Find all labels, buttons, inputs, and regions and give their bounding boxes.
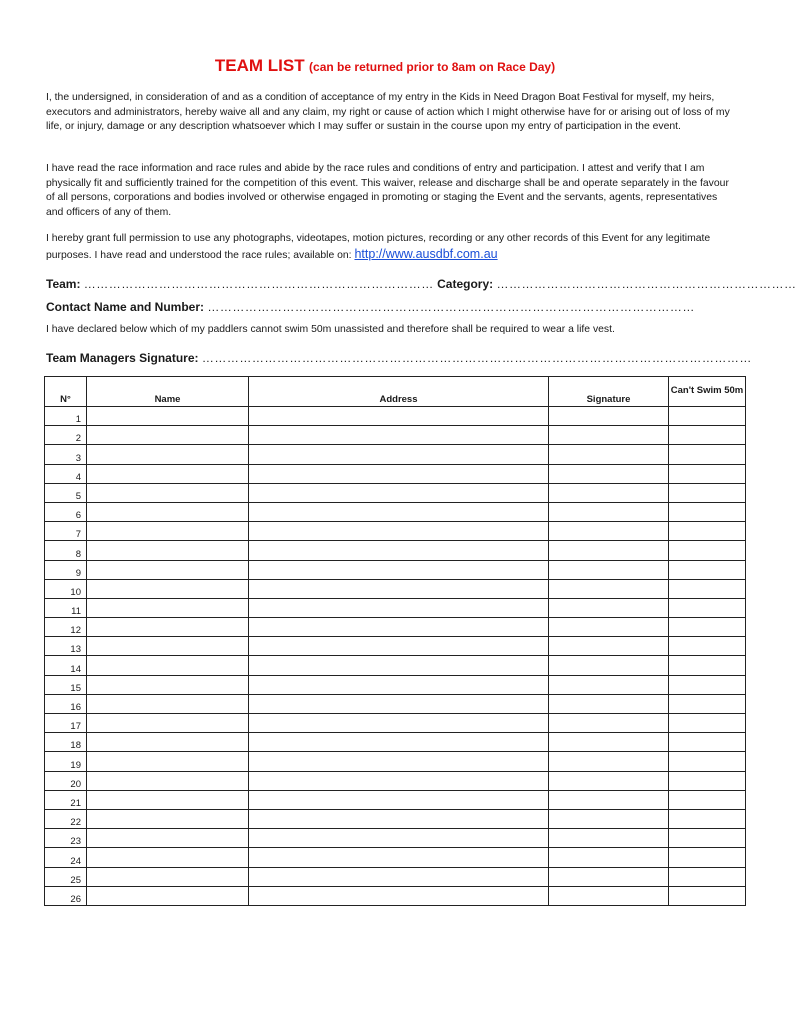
table-row [45, 771, 746, 790]
signature-cell[interactable] [549, 426, 669, 445]
name-cell[interactable] [87, 522, 249, 541]
signature-cell[interactable] [549, 675, 669, 694]
cant-swim-cell[interactable] [669, 445, 746, 464]
address-cell[interactable] [249, 656, 549, 675]
row-number: 22 [45, 809, 87, 828]
signature-cell[interactable] [549, 848, 669, 867]
address-cell[interactable] [249, 848, 549, 867]
row-number: 3 [45, 445, 87, 464]
table-row [45, 694, 746, 713]
table-row [45, 407, 746, 426]
table-row [45, 714, 746, 733]
category-label: Category: [437, 277, 494, 291]
name-cell[interactable] [87, 502, 249, 521]
row-number: 18 [45, 733, 87, 752]
signature-cell[interactable] [549, 867, 669, 886]
row-number: 5 [45, 483, 87, 502]
race-rules-link[interactable]: http://www.ausdbf.com.au [354, 246, 498, 261]
signature-field[interactable]: …………………………………………………………………………………………………………………… [201, 351, 752, 365]
table-row [45, 656, 746, 675]
signature-label: Team Managers Signature: [46, 351, 199, 365]
table-row [45, 809, 746, 828]
address-cell[interactable] [249, 637, 549, 656]
team-label: Team: [46, 277, 81, 291]
signature-cell[interactable] [549, 829, 669, 848]
waiver-paragraph: I, the undersigned, in consideration of and as a condition of acceptance of my entry in the Kids in Need Dragon Boat Festival for myself, my heirs, executors and administrators, hereby waive all and any claim, my right or cause of action which I might otherwise have for or arising out of loss of my life, or injury, damage or any description whatsoever which I may suffer or sustain in the course upon my entry of participation in the event. [46, 92, 730, 132]
name-cell[interactable] [87, 848, 249, 867]
signature-cell[interactable] [549, 714, 669, 733]
address-cell[interactable] [249, 502, 549, 521]
name-cell[interactable] [87, 867, 249, 886]
signature-cell[interactable] [549, 541, 669, 560]
header-name: Name [87, 377, 249, 407]
signature-cell[interactable] [549, 445, 669, 464]
row-number: 20 [45, 771, 87, 790]
table-row [45, 541, 746, 560]
name-cell[interactable] [87, 675, 249, 694]
row-number: 8 [45, 541, 87, 560]
name-cell[interactable] [87, 771, 249, 790]
table-row [45, 637, 746, 656]
cant-swim-cell[interactable] [669, 598, 746, 617]
row-number: 6 [45, 502, 87, 521]
signature-cell[interactable] [549, 522, 669, 541]
cant-swim-cell[interactable] [669, 656, 746, 675]
table-row [45, 483, 746, 502]
row-number: 19 [45, 752, 87, 771]
signature-cell[interactable] [549, 886, 669, 905]
signature-cell[interactable] [549, 637, 669, 656]
name-cell[interactable] [87, 426, 249, 445]
table-row [45, 867, 746, 886]
name-cell[interactable] [87, 560, 249, 579]
name-cell[interactable] [87, 656, 249, 675]
page-title [0, 56, 770, 76]
swim-declaration-text: I have declared below which of my paddlers cannot swim 50m unassisted and therefore shall be required to wear a life vest. [46, 324, 615, 335]
address-cell[interactable] [249, 867, 549, 886]
table-row [45, 464, 746, 483]
signature-line [46, 351, 752, 365]
row-number: 24 [45, 848, 87, 867]
table-row [45, 579, 746, 598]
address-cell[interactable] [249, 407, 549, 426]
title-main: TEAM LIST [214, 56, 305, 75]
signature-cell[interactable] [549, 694, 669, 713]
table-row [45, 829, 746, 848]
race-rules-paragraph: I have read the race information and race rules and abide by the race rules and conditions of entry and participation. I attest and verify that I am physically fit and sufficiently trained for the competition of this event. This waiver, release and discharge shall be and operate separately in the favour of all persons, corporations and bodies involved or otherwise engaged in promoting or staging the Event and the servants, agents, representatives and officers of any of them. [46, 163, 729, 218]
row-number: 12 [45, 618, 87, 637]
signature-cell[interactable] [549, 733, 669, 752]
cant-swim-cell[interactable] [669, 675, 746, 694]
table-row [45, 445, 746, 464]
name-cell[interactable] [87, 752, 249, 771]
address-cell[interactable] [249, 886, 549, 905]
address-cell[interactable] [249, 598, 549, 617]
row-number: 15 [45, 675, 87, 694]
signature-cell[interactable] [549, 407, 669, 426]
team-category-line [46, 277, 797, 291]
name-cell[interactable] [87, 790, 249, 809]
cant-swim-cell[interactable] [669, 407, 746, 426]
title-subtitle: (can be returned prior to 8am on Race Day) [309, 60, 556, 74]
permission-text: I hereby grant full permission to use any photographs, videotapes, motion pictures, recording or any other records of this Event for any legitimate purposes. I have read and understood the race rules; available on: [46, 233, 711, 261]
table-header-row [45, 377, 746, 407]
signature-cell[interactable] [549, 752, 669, 771]
row-number: 1 [45, 407, 87, 426]
row-number: 26 [45, 886, 87, 905]
name-cell[interactable] [87, 579, 249, 598]
row-number: 10 [45, 579, 87, 598]
table-row [45, 848, 746, 867]
name-cell[interactable] [87, 809, 249, 828]
name-cell[interactable] [87, 598, 249, 617]
table-row [45, 790, 746, 809]
address-cell[interactable] [249, 829, 549, 848]
table-row [45, 560, 746, 579]
address-cell[interactable] [249, 675, 549, 694]
row-number: 23 [45, 829, 87, 848]
permission-paragraph [46, 232, 736, 263]
team-field[interactable]: ………………………………………………………………………… [83, 277, 434, 291]
name-cell[interactable] [87, 483, 249, 502]
address-cell[interactable] [249, 445, 549, 464]
table-row [45, 752, 746, 771]
table-row [45, 675, 746, 694]
row-number: 16 [45, 694, 87, 713]
cant-swim-cell[interactable] [669, 502, 746, 521]
cant-swim-cell[interactable] [669, 579, 746, 598]
cant-swim-cell[interactable] [669, 637, 746, 656]
row-number: 9 [45, 560, 87, 579]
address-cell[interactable] [249, 483, 549, 502]
cant-swim-cell[interactable] [669, 522, 746, 541]
signature-cell[interactable] [549, 656, 669, 675]
table-row [45, 886, 746, 905]
cant-swim-cell[interactable] [669, 541, 746, 560]
signature-cell[interactable] [549, 579, 669, 598]
address-cell[interactable] [249, 522, 549, 541]
name-cell[interactable] [87, 618, 249, 637]
cant-swim-cell[interactable] [669, 848, 746, 867]
header-number: N° [45, 377, 87, 407]
address-cell[interactable] [249, 752, 549, 771]
cant-swim-cell[interactable] [669, 483, 746, 502]
contact-line [46, 300, 726, 314]
cant-swim-cell[interactable] [669, 829, 746, 848]
cant-swim-cell[interactable] [669, 752, 746, 771]
address-cell[interactable] [249, 618, 549, 637]
contact-field[interactable]: ……………………………………………………………………………………………………… [207, 300, 695, 314]
contact-label: Contact Name and Number: [46, 300, 205, 314]
row-number: 11 [45, 598, 87, 617]
address-cell[interactable] [249, 790, 549, 809]
address-cell[interactable] [249, 579, 549, 598]
cant-swim-cell[interactable] [669, 733, 746, 752]
table-row [45, 618, 746, 637]
table-row [45, 426, 746, 445]
signature-cell[interactable] [549, 771, 669, 790]
cant-swim-cell[interactable] [669, 809, 746, 828]
row-number: 14 [45, 656, 87, 675]
name-cell[interactable] [87, 464, 249, 483]
table-row [45, 598, 746, 617]
header-address: Address [249, 377, 549, 407]
cant-swim-cell[interactable] [669, 694, 746, 713]
cant-swim-cell[interactable] [669, 886, 746, 905]
address-cell[interactable] [249, 714, 549, 733]
signature-cell[interactable] [549, 560, 669, 579]
address-cell[interactable] [249, 694, 549, 713]
name-cell[interactable] [87, 445, 249, 464]
row-number: 21 [45, 790, 87, 809]
header-cant-swim: Can't Swim 50m [669, 377, 746, 407]
cant-swim-cell[interactable] [669, 714, 746, 733]
table-row [45, 522, 746, 541]
name-cell[interactable] [87, 637, 249, 656]
cant-swim-cell[interactable] [669, 790, 746, 809]
category-field[interactable]: ……………………………………………………………… [496, 277, 797, 291]
cant-swim-cell[interactable] [669, 426, 746, 445]
cant-swim-cell[interactable] [669, 867, 746, 886]
name-cell[interactable] [87, 829, 249, 848]
table-row [45, 502, 746, 521]
table-row [45, 733, 746, 752]
signature-cell[interactable] [549, 598, 669, 617]
cant-swim-cell[interactable] [669, 560, 746, 579]
name-cell[interactable] [87, 694, 249, 713]
address-cell[interactable] [249, 809, 549, 828]
row-number: 17 [45, 714, 87, 733]
address-cell[interactable] [249, 541, 549, 560]
address-cell[interactable] [249, 733, 549, 752]
signature-cell[interactable] [549, 790, 669, 809]
row-number: 2 [45, 426, 87, 445]
row-number: 7 [45, 522, 87, 541]
signature-cell[interactable] [549, 809, 669, 828]
address-cell[interactable] [249, 560, 549, 579]
paddler-table [44, 376, 746, 906]
name-cell[interactable] [87, 407, 249, 426]
cant-swim-cell[interactable] [669, 771, 746, 790]
row-number: 25 [45, 867, 87, 886]
name-cell[interactable] [87, 886, 249, 905]
address-cell[interactable] [249, 426, 549, 445]
address-cell[interactable] [249, 771, 549, 790]
cant-swim-cell[interactable] [669, 618, 746, 637]
signature-cell[interactable] [549, 483, 669, 502]
signature-cell[interactable] [549, 502, 669, 521]
name-cell[interactable] [87, 714, 249, 733]
name-cell[interactable] [87, 733, 249, 752]
address-cell[interactable] [249, 464, 549, 483]
signature-cell[interactable] [549, 464, 669, 483]
cant-swim-cell[interactable] [669, 464, 746, 483]
name-cell[interactable] [87, 541, 249, 560]
row-number: 13 [45, 637, 87, 656]
header-signature: Signature [549, 377, 669, 407]
row-number: 4 [45, 464, 87, 483]
signature-cell[interactable] [549, 618, 669, 637]
table-body [45, 407, 746, 906]
